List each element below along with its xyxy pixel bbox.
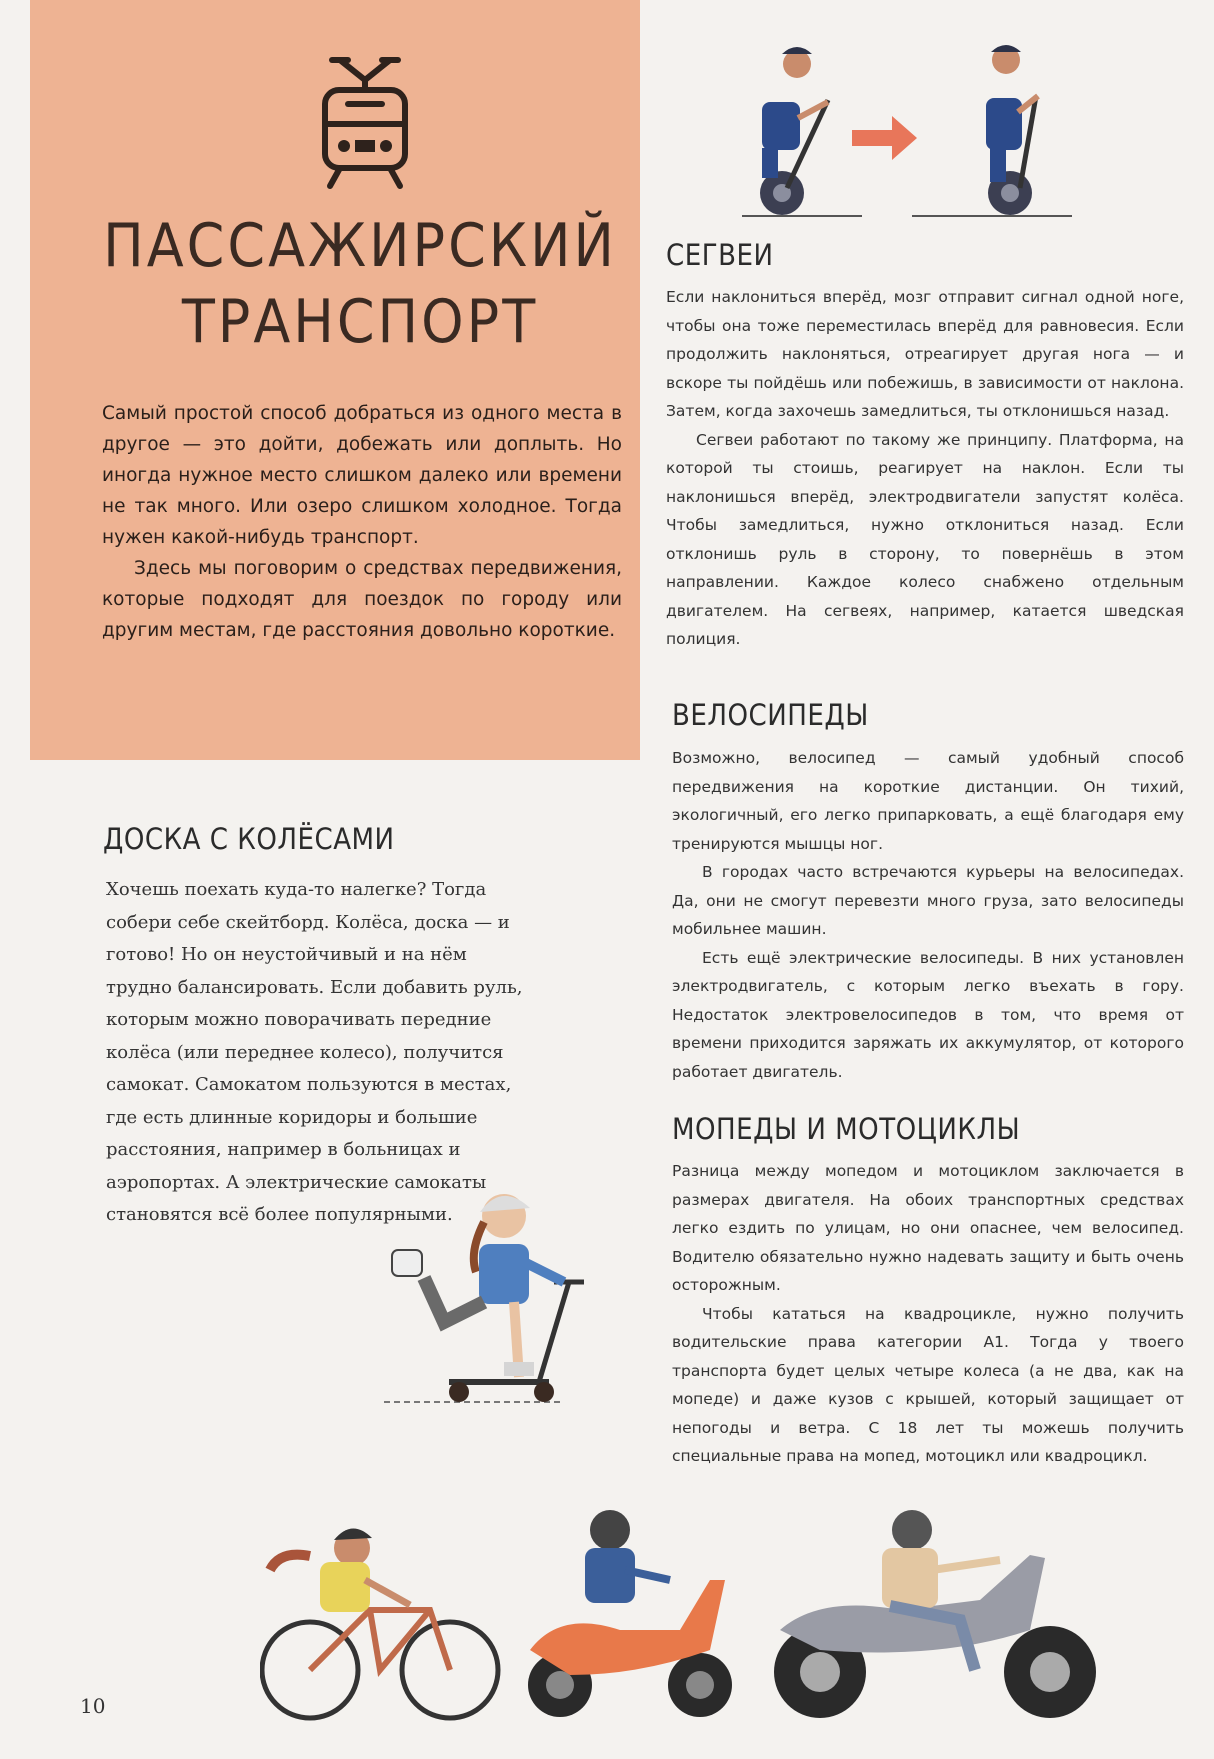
intro-paragraph-2: Здесь мы поговорим о средствах передвижения, которые подходят для поездок по городу или другим местам, где расстояния довольно короткие. [102, 558, 622, 641]
bicycles-paragraph-3: Есть ещё электрические велосипеды. В них установлен электродвигатель, с которым легко въехать в гору. Недостаток электровелосипедов в том, что время от времени приходится заряжать их аккумулятор, от которого работает двигатель. [672, 948, 1184, 1081]
segway-heading: СЕГВЕИ [666, 238, 774, 272]
page-title [90, 208, 630, 360]
bicycles-text [672, 744, 1184, 1086]
segway-illustration [742, 38, 1072, 228]
board-paragraph: Хочешь поехать куда-то налегке? Тогда собери себе скейтборд. Колёса, доска — и готово! Но он неустойчивый и на нём трудно балансировать. Если добавить руль, которым можно поворачивать передние колёса (или переднее колесо), получится самокат. Самокатом пользуются в местах, где есть длинные коридоры и большие расстояния, например в больницах и аэропортах. А электрические самокаты становятся всё более популярными. [106, 879, 523, 1225]
title-line-2: ТРАНСПОРТ [181, 287, 539, 357]
intro-block [30, 0, 640, 760]
scooter-illustration [384, 1182, 594, 1407]
bicycles-heading: ВЕЛОСИПЕДЫ [672, 698, 869, 732]
intro-paragraph-1: Самый простой способ добраться из одного места в другое — это дойти, добежать или доплыть. Но иногда нужное место слишком далеко или времени не так много. Или озеро слишком холодное. Тогда нужен какой-нибудь транспорт. [102, 403, 622, 548]
mopeds-heading: МОПЕДЫ И МОТОЦИКЛЫ [672, 1112, 1021, 1146]
segway-paragraph-2: Сегвеи работают по такому же принципу. Платформа, на которой ты стоишь, реагирует на наклон. Если ты наклонишься вперёд, электродвигатели запустят колёса. Чтобы замедлиться, нужно отклониться назад. Если отклонишь руль в сторону, то повернёшь в этом направлении. Каждое колесо снабжено отдельным двигателем. На сегвеях, например, катается шведская полиция. [666, 430, 1184, 648]
board-text [106, 874, 531, 1232]
title-line-1: ПАССАЖИРСКИЙ [103, 211, 617, 281]
intro-text [102, 398, 622, 646]
tram-icon [320, 52, 410, 192]
bicycles-paragraph-2: В городах часто встречаются курьеры на велосипедах. Да, они не смогут перевезти много груза, зато велосипеды мобильнее машин. [672, 863, 1184, 938]
mopeds-paragraph-2: Чтобы кататься на квадроцикле, нужно получить водительские права категории А1. Тогда у твоего транспорта будет целых четыре колеса (а не два, как на мопеде) и даже кузов с крышей, который защищает от непогоды и ветра. С 18 лет ты можешь получить специальные права на мопед, мотоцикл или квадроцикл. [672, 1304, 1184, 1465]
mopeds-paragraph-1: Разница между мопедом и мотоциклом заключается в размерах двигателя. На обоих транспортных средствах легко ездить по улицам, но они опаснее, чем велосипед. Водителю обязательно нужно надевать защиту и быть очень осторожным. [672, 1162, 1184, 1294]
bicycles-paragraph-1: Возможно, велосипед — самый удобный способ передвижения на короткие дистанции. Он тихий, экологичный, его легко припарковать, а ещё благодаря ему тренируются мышцы ног. [672, 749, 1184, 853]
mopeds-text [672, 1157, 1184, 1471]
segway-paragraph-1: Если наклониться вперёд, мозг отправит сигнал одной ноге, чтобы она тоже переместилась вперёд для равновесия. Если продолжить наклоняться, отреагирует другая нога — и вскоре ты пойдёшь или побежишь, в зависимости от наклона. Затем, когда захочешь замедлиться, ты отклонишься назад. [666, 288, 1184, 420]
page-number: 10 [80, 1694, 106, 1718]
vehicles-illustration [260, 1500, 1130, 1725]
board-heading: ДОСКА С КОЛЁСАМИ [103, 822, 395, 856]
arrow-right-icon [852, 116, 917, 160]
segway-text [666, 283, 1184, 654]
